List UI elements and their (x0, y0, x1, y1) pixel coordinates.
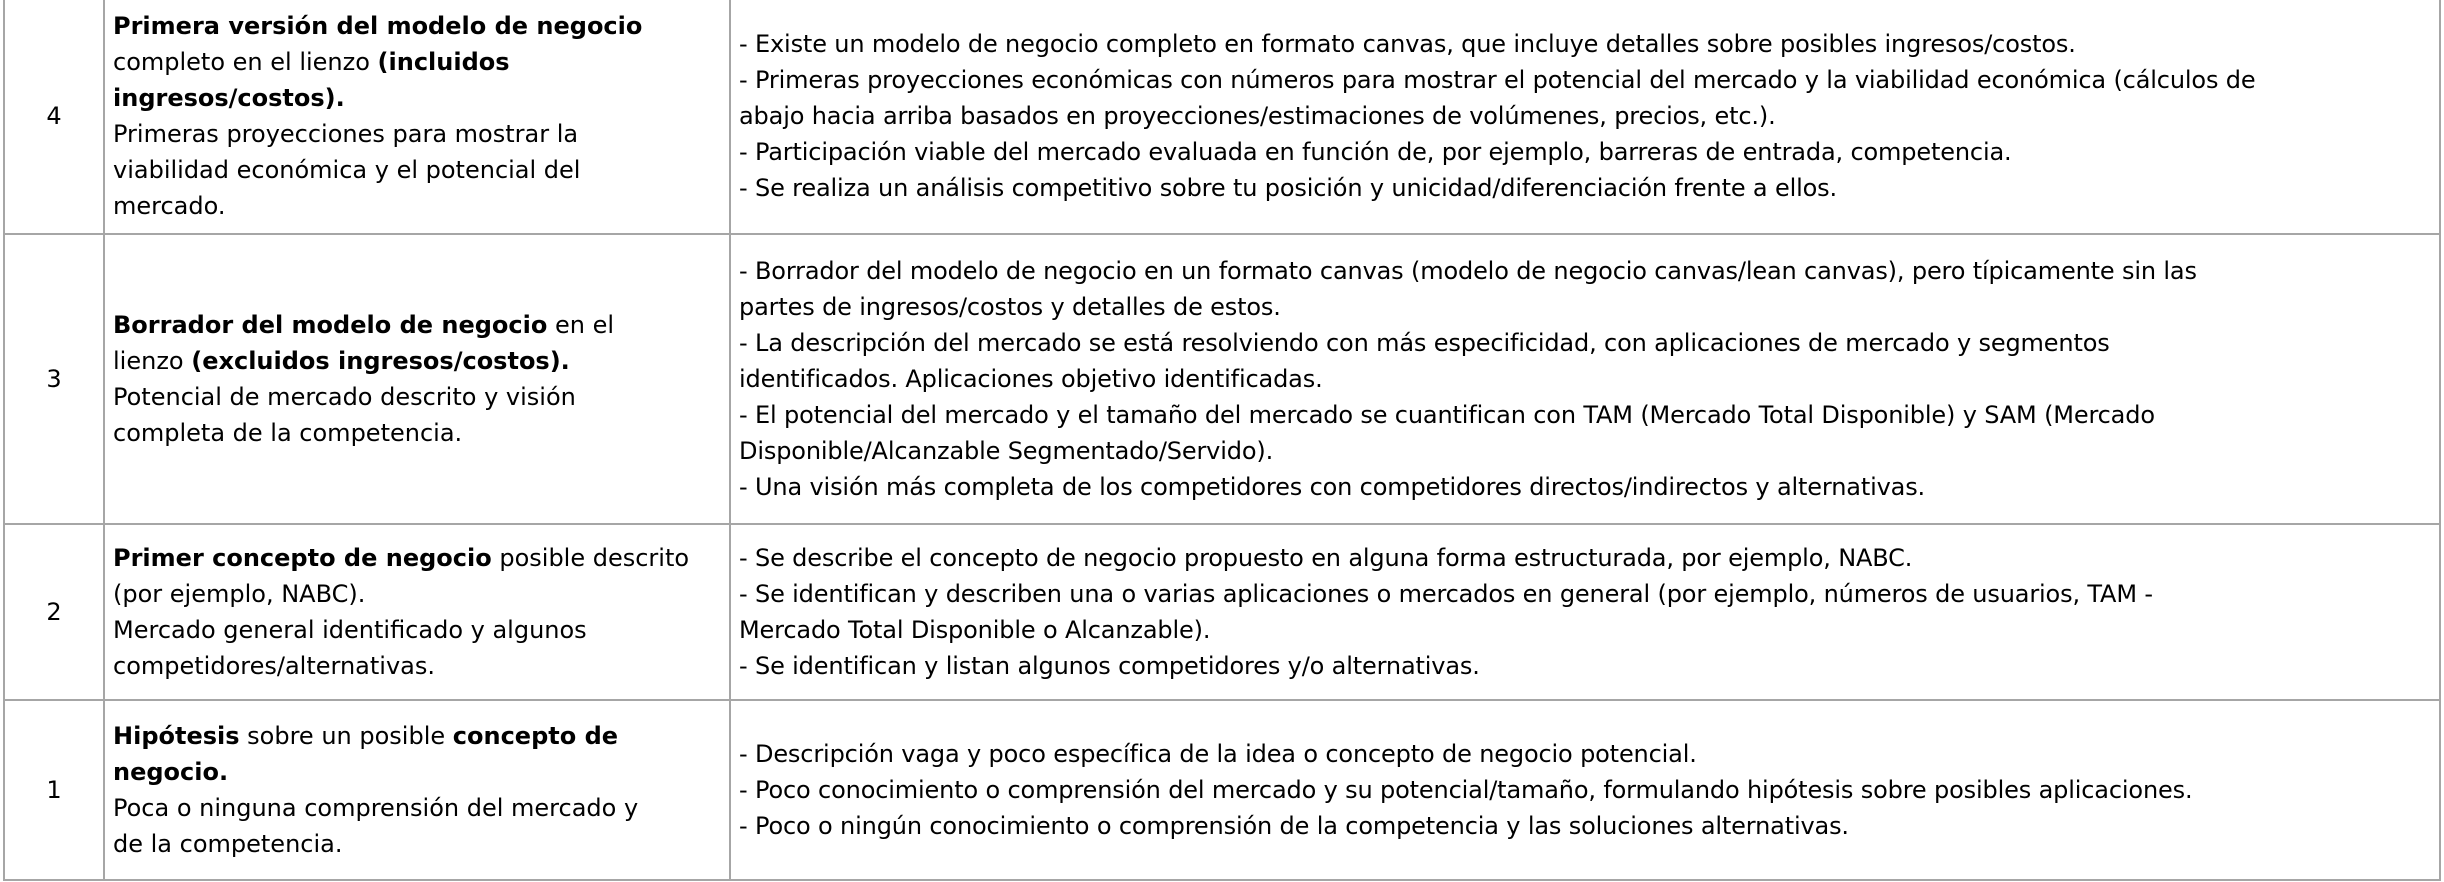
summary-text: Poca o ninguna comprensión del mercado y de la competencia. (113, 794, 639, 858)
table-row (4, 234, 2440, 524)
detail-line: - La descripción del mercado se está resolviendo con más especificidad, con aplicaciones de mercado y segmentos identificados. Aplicaciones objetivo identificadas. (739, 329, 2110, 393)
level-number-cell: 3 (4, 234, 104, 524)
summary-bold-text: Hipótesis (113, 722, 240, 750)
summary-bold-text: Primera versión del modelo de negocio (113, 12, 643, 40)
summary-bold-text: (incluidos ingresos/costos). (113, 48, 510, 112)
level-detail-cell (730, 0, 2440, 234)
level-detail-cell (730, 524, 2440, 700)
business-readiness-table (3, 0, 2441, 881)
detail-line: - Se identifican y listan algunos competidores y/o alternativas. (739, 652, 1480, 680)
detail-line: - Se identifican y describen una o varias aplicaciones o mercados en general (por ejemplo, números de usuarios, TAM - Mercado Total Disponible o Alcanzable). (739, 580, 2153, 644)
table-row (4, 524, 2440, 700)
summary-bold-text: concepto de negocio. (113, 722, 619, 786)
level-detail-cell (730, 700, 2440, 880)
detail-line: - Participación viable del mercado evaluada en función de, por ejemplo, barreras de entrada, competencia. (739, 138, 2012, 166)
summary-bold-text: Borrador del modelo de negocio (113, 311, 548, 339)
detail-line: - Poco conocimiento o comprensión del mercado y su potencial/tamaño, formulando hipótesis sobre posibles aplicaciones. (739, 776, 2193, 804)
summary-bold-text: (excluidos ingresos/costos). (191, 347, 570, 375)
detail-line: - Poco o ningún conocimiento o comprensión de la competencia y las soluciones alternativas. (739, 812, 1849, 840)
detail-line: - Borrador del modelo de negocio en un formato canvas (modelo de negocio canvas/lean canvas), pero típicamente sin las partes de ingresos/costos y detalles de estos. (739, 257, 2197, 321)
summary-text: completo en el lienzo (113, 48, 370, 76)
detail-line: - Se describe el concepto de negocio propuesto en alguna forma estructurada, por ejemplo, NABC. (739, 544, 1913, 572)
detail-line: - Se realiza un análisis competitivo sobre tu posición y unicidad/diferenciación frente a ellos. (739, 174, 1837, 202)
summary-text: posible descrito (por ejemplo, NABC). Mercado general identificado y algunos competidores/alternativas. (113, 544, 690, 680)
level-number-cell: 4 (4, 0, 104, 234)
detail-line: - Existe un modelo de negocio completo en formato canvas, que incluye detalles sobre posibles ingresos/costos. (739, 30, 2076, 58)
detail-line: - Descripción vaga y poco específica de la idea o concepto de negocio potencial. (739, 740, 1697, 768)
level-summary-cell (104, 700, 730, 880)
detail-line: - Una visión más completa de los competidores con competidores directos/indirectos y alternativas. (739, 473, 1926, 501)
summary-bold-text: Primer concepto de negocio (113, 544, 492, 572)
detail-line: - Primeras proyecciones económicas con números para mostrar el potencial del mercado y la viabilidad económica (cálculos de abajo hacia arriba basados en proyecciones/estimaciones de volúmenes, precios, etc.). (739, 66, 2256, 130)
summary-text: Primeras proyecciones para mostrar la viabilidad económica y el potencial del mercado. (113, 120, 581, 220)
summary-text: sobre un posible (239, 722, 453, 750)
summary-text: en el lienzo (113, 311, 615, 375)
level-number-cell: 2 (4, 524, 104, 700)
table-row (4, 700, 2440, 880)
level-detail-cell (730, 234, 2440, 524)
detail-line: - El potencial del mercado y el tamaño del mercado se cuantifican con TAM (Mercado Total Disponible) y SAM (Mercado Disponible/Alcanzable Segmentado/Servido). (739, 401, 2155, 465)
summary-text: Potencial de mercado descrito y visión completa de la competencia. (113, 383, 576, 447)
level-summary-cell (104, 234, 730, 524)
level-summary-cell (104, 524, 730, 700)
level-number-cell: 1 (4, 700, 104, 880)
table-row (4, 0, 2440, 234)
level-summary-cell (104, 0, 730, 234)
